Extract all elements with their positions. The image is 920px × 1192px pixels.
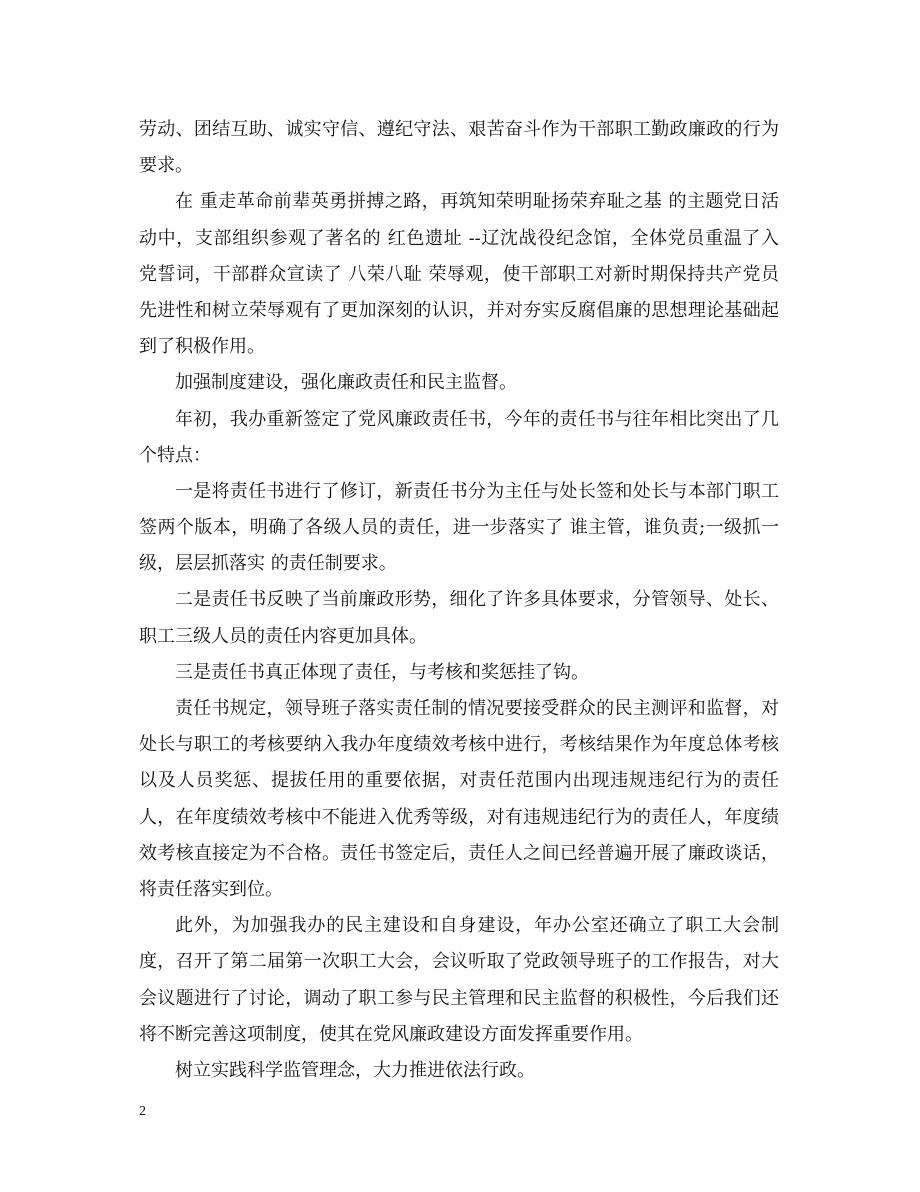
text-line: 将不断完善这项制度，使其在党风廉政建设方面发挥重要作用。 [139,1023,643,1045]
text-line: 效考核直接定为不合格。责任书签定后，责任人之间已经普遍开展了廉政谈话， [139,842,779,864]
page-number: 2 [139,1104,146,1119]
document-body [139,112,779,1089]
text-line: 签两个版本，明确了各级人员的责任，进一步落实了 谁主管，谁负责;一级抓一 [139,517,779,539]
text-line: 人，在年度绩效考核中不能进入优秀等级，对有违规违纪行为的责任人，年度绩 [139,806,779,828]
text-line: 年初，我办重新签定了党风廉政责任书，今年的责任书与往年相比突出了几 [175,408,779,430]
text-line: 处长与职工的考核要纳入我办年度绩效考核中进行，考核结果作为年度总体考核 [139,734,779,756]
text-line: 度，召开了第二届第一次职工大会，会议听取了党政领导班子的工作报告，对大 [139,951,779,973]
text-line: 一是将责任书进行了修订，新责任书分为主任与处长签和处长与本部门职工 [175,480,779,502]
text-line: 级，层层抓落实 的责任制要求。 [139,553,397,575]
text-line: 三是责任书真正体现了责任，与考核和奖惩挂了钩。 [175,661,589,683]
text-line: 在 重走革命前辈英勇拼搏之路，再筑知荣明耻扬荣弃耻之基 的主题党日活 [175,191,779,213]
text-line: 个特点： [139,444,211,466]
text-line: 要求。 [139,155,193,177]
text-line: 党誓词，干部群众宣读了 八荣八耻 荣辱观，使干部职工对新时期保持共产党员 [139,263,779,285]
text-line: 将责任落实到位。 [139,878,283,900]
text-line: 以及人员奖惩、提拔任用的重要依据，对责任范围内出现违规违纪行为的责任 [139,770,779,792]
text-line: 会议题进行了讨论，调动了职工参与民主管理和民主监督的积极性，今后我们还 [139,987,779,1009]
text-line: 先进性和树立荣辱观有了更加深刻的认识，并对夯实反腐倡廉的思想理论基础起 [139,299,779,321]
text-line: 职工三级人员的责任内容更加具体。 [139,625,427,647]
text-line: 劳动、团结互助、诚实守信、遵纪守法、艰苦奋斗作为干部职工勤政廉政的行为 [139,119,779,140]
text-line: 此外，为加强我办的民主建设和自身建设，年办公室还确立了职工大会制 [175,915,779,937]
text-line: 加强制度建设，强化廉政责任和民主监督。 [175,372,517,394]
text-line: 到了积极作用。 [139,336,265,358]
text-line: 动中，支部组织参观了著名的 红色遗址 --辽沈战役纪念馆，全体党员重温了入 [139,227,779,249]
text-line: 责任书规定，领导班子落实责任制的情况要接受群众的民主测评和监督，对 [175,698,779,719]
text-line: 树立实践科学监管理念，大力推进依法行政。 [175,1059,535,1081]
text-line: 二是责任书反映了当前廉政形势，细化了许多具体要求，分管领导、处长、 [175,589,779,611]
